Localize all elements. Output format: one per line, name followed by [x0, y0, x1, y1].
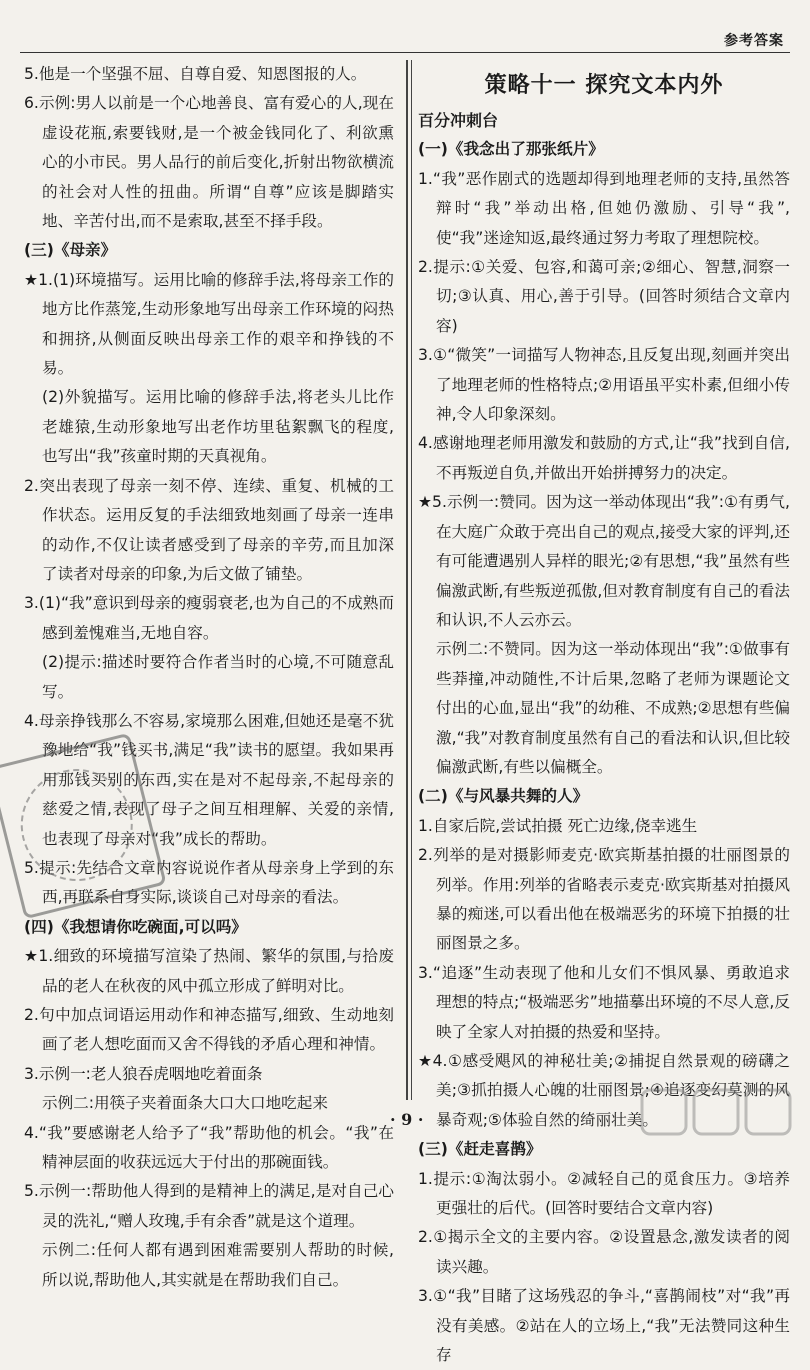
answer-paragraph: 4.母亲挣钱那么不容易,家境那么困难,但她还是毫不犹豫地给“我”钱买书,满足“我”读书的愿望。我如果再用那钱买别的东西,实在是对不起母亲,不起母亲的慈爱之情,表现了母子之间互相理解、关爱的亲情,也表现了母亲对“我”成长的帮助。 [24, 711, 394, 848]
strategy-title: 策略十一 探究文本内外 [484, 72, 724, 98]
answer-paragraph: ★1.细致的环境描写渲染了热闹、繁华的氛围,与拾废品的老人在秋夜的风中孤立形成了鲜明对比。 [24, 947, 394, 995]
answer-paragraph: 2.句中加点词语运用动作和神态描写,细致、生动地刻画了老人想吃面而又舍不得钱的矛盾心理和神情。 [24, 1006, 394, 1054]
section-heading: (三)《母亲》 [24, 241, 117, 260]
answer-paragraph: 2.突出表现了母亲一刻不停、连续、重复、机械的工作状态。运用反复的手法细致地刻画了母亲一连串的动作,不仅让读者感受到了母亲的辛劳,而且加深了读者对母亲的印象,为后文做了铺垫。 [24, 476, 394, 583]
answer-paragraph: (2)外貌描写。运用比喻的修辞手法,将老头儿比作老雄猿,生动形象地写出老作坊里毡絮飘飞的程度,也写出“我”孩童时期的天真视角。 [42, 388, 394, 466]
answer-paragraph: 5.示例一:帮助他人得到的是精神上的满足,是对自己心灵的洗礼,“赠人玫瑰,手有余香”就是这个道理。 [24, 1182, 394, 1230]
answer-paragraph: 6.示例:男人以前是一个心地善良、富有爱心的人,现在虚设花瓶,索要钱财,是一个被金钱同化了、利欲熏心的小市民。男人品行的前后变化,折射出物欲横流的社会对人性的扭曲。所谓“自尊”应该是脚踏实地、辛苦付出,而不是索取,甚至不择手段。 [24, 94, 394, 231]
left-column [24, 60, 394, 1295]
site-watermark-logo [638, 1086, 798, 1142]
answer-paragraph: (2)提示:描述时要符合作者当时的心境,不可随意乱写。 [42, 653, 394, 701]
answer-paragraph: 3.(1)“我”意识到母亲的瘦弱衰老,也为自己的不成熟而感到羞愧难当,无地自容。 [24, 594, 394, 642]
answer-paragraph: 2.①揭示全文的主要内容。②设置悬念,激发读者的阅读兴趣。 [418, 1228, 790, 1276]
answer-paragraph: ★5.示例一:赞同。因为这一举动体现出“我”:①有勇气,在大庭广众敢于亮出自己的观点,接受大家的评判,还有可能遭遇别人异样的眼光;②有思想,“我”虽然有些偏激武断,有些叛逆孤傲,但对教育制度有自己的看法和认识,不人云亦云。 [418, 493, 790, 629]
header-label: 参考答案 [724, 33, 784, 49]
answer-paragraph: 示例二:用筷子夹着面条大口大口地吃起来 [42, 1094, 328, 1113]
answer-paragraph: 5.提示:先结合文章内容说说作者从母亲身上学到的东西,再联系自身实际,谈谈自己对母亲的看法。 [24, 858, 394, 907]
answer-paragraph: 5.他是一个坚强不屈、自尊自爱、知恩图报的人。 [24, 65, 367, 83]
answer-paragraph: 1.自家后院,尝试拍摄 死亡边缘,侥幸逃生 [418, 816, 698, 835]
answer-paragraph: 3.示例一:老人狼吞虎咽地吃着面条 [24, 1064, 263, 1083]
section-heading: (二)《与风暴共舞的人》 [418, 787, 589, 806]
page-number: · 9 · [390, 1110, 424, 1129]
answer-paragraph: 3.“追逐”生动表现了他和儿女们不惧风暴、勇敢追求理想的特点;“极端恶劣”地描摹出环境的不尽人意,反映了全家人对拍摄的热爱和坚持。 [418, 963, 790, 1041]
answer-paragraph: ★4.①感受飓风的神秘壮美;②捕捉自然景观的磅礴之美;③抓拍摄人心魄的壮丽图景;④追逐变幻莫测的风暴奇观;⑤体验自然的绮丽壮美。 [418, 1052, 790, 1129]
answer-paragraph: 1.“我”恶作剧式的选题却得到地理老师的支持,虽然答辩时“我”举动出格,但她仍激励、引导“我”,使“我”迷途知返,最终通过努力考取了理想院校。 [418, 169, 790, 247]
section-heading: (三)《赶走喜鹊》 [418, 1140, 542, 1159]
section-heading: (一)《我念出了那张纸片》 [418, 140, 604, 159]
answer-paragraph: 示例二:任何人都有遇到困难需要别人帮助的时候,所以说,帮助他人,其实就是在帮助我们自己。 [42, 1241, 394, 1289]
section-heading: (四)《我想请你吃碗面,可以吗》 [24, 917, 247, 936]
answer-paragraph: 2.提示:①关爱、包容,和蔼可亲;②细心、智慧,洞察一切;③认真、用心,善于引导。(回答时须结合文章内容) [418, 258, 790, 335]
right-column [418, 60, 790, 1370]
section-subtitle: 百分冲刺台 [418, 111, 499, 130]
answer-paragraph: 3.①“微笑”一词描写人物神态,且反复出现,刻画并突出了地理老师的性格特点;②用语虽平实朴素,但细小传神,令人印象深刻。 [418, 346, 790, 424]
right-column-body [418, 135, 790, 1370]
column-divider [406, 60, 408, 1100]
header-rule [20, 52, 790, 53]
answer-paragraph: 4.“我”要感谢老人给予了“我”帮助他的机会。“我”在精神层面的收获远远大于付出的那碗面钱。 [24, 1123, 394, 1172]
answer-paragraph: 3.①“我”目睹了这场残忍的争斗,“喜鹊闹枝”对“我”再没有美感。②站在人的立场上,“我”无法赞同这种生存 [418, 1287, 790, 1365]
answer-paragraph: 2.列举的是对摄影师麦克·欧宾斯基拍摄的壮丽图景的列举。作用:列举的省略表示麦克·欧宾斯基对拍摄风暴的痴迷,可以看出他在极端恶劣的环境下拍摄的壮丽图景之多。 [418, 846, 790, 953]
answer-paragraph: 4.感谢地理老师用激发和鼓励的方式,让“我”找到自信,不再叛逆自负,并做出开始拼搏努力的决定。 [418, 434, 790, 482]
answer-paragraph: ★1.(1)环境描写。运用比喻的修辞手法,将母亲工作的地方比作蒸笼,生动形象地写出母亲工作环境的闷热和拥挤,从侧面反映出母亲工作的艰辛和挣钱的不易。 [24, 270, 394, 378]
answer-paragraph: 示例二:不赞同。因为这一举动体现出“我”:①做事有些莽撞,冲动随性,不计后果,忽略了老师为课题论文付出的心血,显出“我”的幼稚、不成熟;②思想有些偏激,“我”对教育制度虽然有自己的看法和认识,但比较偏激武断,有些以偏概全。 [436, 640, 790, 776]
answer-paragraph: 1.提示:①淘汰弱小。②减轻自己的觅食压力。③培养更强壮的后代。(回答时要结合文章内容) [418, 1169, 790, 1218]
column-divider-thin [411, 60, 412, 1100]
